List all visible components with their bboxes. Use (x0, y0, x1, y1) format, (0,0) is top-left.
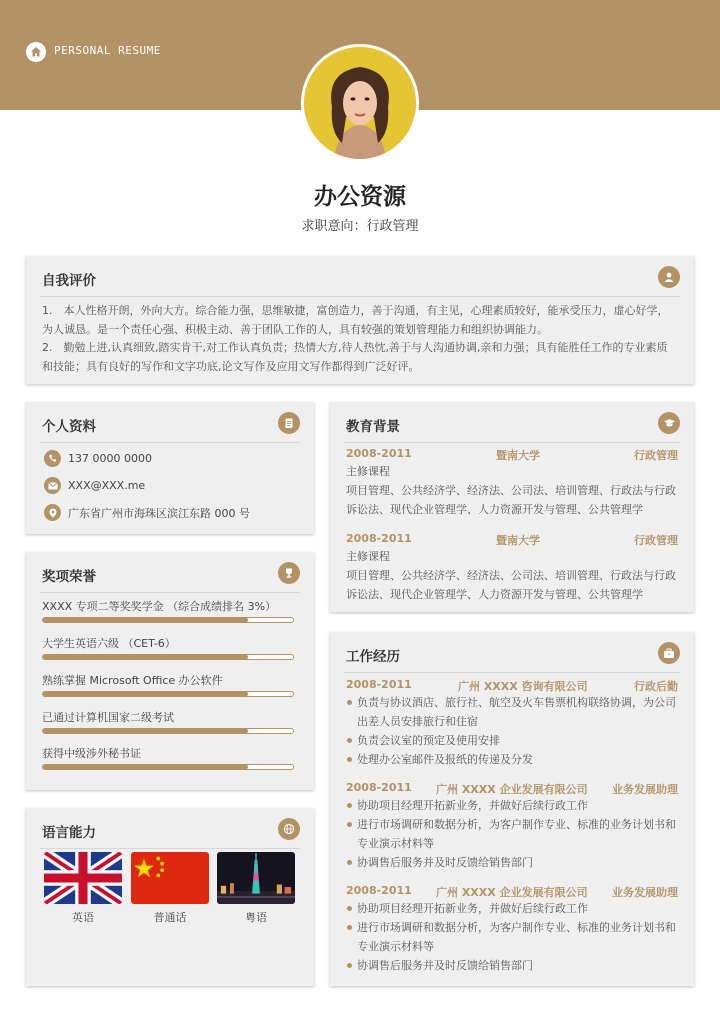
divider (344, 442, 680, 443)
personal-card (26, 402, 314, 534)
work-bullet: 协助项目经理开拓新业务，并做好后续行政工作 (346, 796, 676, 815)
award-bar (42, 764, 294, 770)
avatar (301, 44, 419, 162)
work-bullet: 协助项目经理开拓新业务，并做好后续行政工作 (346, 899, 676, 918)
awards-title: 奖项荣誉 (42, 569, 96, 585)
phone-text: 137 0000 0000 (68, 452, 152, 465)
self-eval-p2: 2. 勤勉上进,认真细致,踏实肯干,对工作认真负责；热情大方,待人热忱,善于与人沟通协调,亲和力强；具有能胜任工作的专业素质和技能；具有良好的写作和文字功底,论文写作及应用文写作都得到广泛好评。 (42, 341, 668, 373)
briefcase-icon (658, 642, 680, 664)
canton-tower-image (217, 852, 295, 904)
email-text[interactable]: XXX@XXX.me (68, 479, 146, 492)
work-company: 广州 XXXX 企业发展有限公司 (436, 886, 588, 899)
divider (40, 296, 680, 297)
work-bullet: 协调售后服务并及时反馈给销售部门 (346, 956, 676, 975)
award-item (42, 672, 294, 697)
self-eval-title: 自我评价 (42, 273, 96, 289)
award-item (42, 745, 294, 770)
language-item (217, 852, 295, 925)
phone-icon (44, 450, 61, 467)
award-item (42, 635, 294, 660)
award-item (42, 598, 294, 623)
work-bullet: 负责会议室的预定及使用安排 (346, 731, 676, 750)
edu-date: 2008-2011 (346, 532, 412, 545)
mail-icon (44, 477, 61, 494)
edu-subtitle: 主修课程 (346, 550, 390, 563)
uk-flag (44, 852, 122, 904)
address-text: 广东省广州市海珠区滨江东路 000 号 (68, 506, 250, 520)
home-icon[interactable] (26, 42, 46, 62)
divider (40, 848, 300, 849)
edu-subtitle: 主修课程 (346, 465, 390, 478)
graduation-cap-icon (658, 412, 680, 434)
award-label: 已通过计算机国家二级考试 (42, 711, 174, 724)
education-card (330, 402, 694, 612)
work-bullet: 进行市场调研和数据分析，为客户制作专业、标准的业务计划书和专业演示材料等 (346, 918, 676, 956)
language-label: 英语 (72, 911, 94, 924)
china-flag (131, 852, 209, 904)
work-bullet: 负责与协议酒店、旅行社、航空及火车售票机构联络协调，为公司出差人员安排旅行和住宿 (346, 693, 676, 731)
language-label: 粤语 (245, 911, 267, 924)
work-title: 工作经历 (346, 649, 400, 665)
work-company: 广州 XXXX 咨询有限公司 (458, 680, 588, 693)
award-label: XXXX 专项二等奖奖学金 （综合成绩排名 3%） (42, 600, 277, 613)
work-bullet: 处理办公室邮件及报纸的传递及分发 (346, 750, 676, 769)
divider (40, 592, 300, 593)
work-bullet: 协调售后服务并及时反馈给销售部门 (346, 853, 676, 872)
work-date: 2008-2011 (346, 678, 412, 691)
language-item (44, 852, 122, 925)
divider (40, 442, 300, 443)
award-bar (42, 617, 294, 623)
work-role: 业务发展助理 (612, 783, 678, 796)
brand-text: PERSONAL RESUME (54, 44, 161, 57)
languages-title: 语言能力 (42, 825, 96, 841)
phone-row (44, 450, 152, 467)
award-bar-fill (43, 618, 248, 622)
award-label: 大学生英语六级 （CET-6） (42, 637, 176, 650)
work-date: 2008-2011 (346, 781, 412, 794)
language-item (131, 852, 209, 925)
award-bar-fill (43, 692, 248, 696)
address-row (44, 504, 250, 521)
award-label: 获得中级涉外秘书证 (42, 747, 141, 760)
award-bar (42, 654, 294, 660)
self-eval-p1: 1. 本人性格开朗，外向大方。综合能力强，思维敏捷，富创造力，善于沟通，有主见，心理素质较好，能承受压力，虚心好学，为人诚恳。是一个责任心强、积极主动、善于团队工作的人，具有较强的策划管理能力和组织协调能力。 (42, 304, 669, 336)
edu-courses: 项目管理、公共经济学、经济法、公司法、培训管理、行政法与行政诉讼法、现代企业管理学、人力资源开发与管理、公共管理学 (346, 484, 676, 516)
work-company: 广州 XXXX 企业发展有限公司 (436, 783, 588, 796)
work-card (330, 632, 694, 986)
language-label: 普通话 (153, 911, 187, 924)
languages-card (26, 808, 314, 986)
award-bar-fill (43, 655, 248, 659)
candidate-name: 办公资源 (314, 184, 406, 210)
clipboard-icon (278, 412, 300, 434)
awards-card (26, 552, 314, 790)
work-date: 2008-2011 (346, 884, 412, 897)
education-title: 教育背景 (346, 419, 400, 435)
edu-school: 暨南大学 (496, 449, 540, 462)
award-bar (42, 728, 294, 734)
award-bar-fill (43, 765, 248, 769)
work-role: 业务发展助理 (612, 886, 678, 899)
location-pin-icon (44, 504, 61, 521)
job-intent: 求职意向：行政管理 (301, 219, 419, 234)
award-item (42, 709, 294, 734)
edu-courses: 项目管理、公共经济学、经济法、公司法、培训管理、行政法与行政诉讼法、现代企业管理学、人力资源开发与管理、公共管理学 (346, 569, 676, 601)
edu-date: 2008-2011 (346, 447, 412, 460)
globe-icon (278, 818, 300, 840)
edu-major: 行政管理 (634, 534, 678, 547)
work-role: 行政后勤 (634, 680, 678, 693)
personal-title: 个人资料 (42, 419, 96, 435)
person-icon (658, 266, 680, 288)
divider (344, 672, 680, 673)
award-bar (42, 691, 294, 697)
trophy-icon (278, 562, 300, 584)
award-bar-fill (43, 729, 248, 733)
email-row (44, 477, 145, 494)
work-bullet: 进行市场调研和数据分析，为客户制作专业、标准的业务计划书和专业演示材料等 (346, 815, 676, 853)
self-eval-card (26, 256, 694, 384)
edu-major: 行政管理 (634, 449, 678, 462)
award-label: 熟练掌握 Microsoft Office 办公软件 (42, 674, 223, 687)
edu-school: 暨南大学 (496, 534, 540, 547)
